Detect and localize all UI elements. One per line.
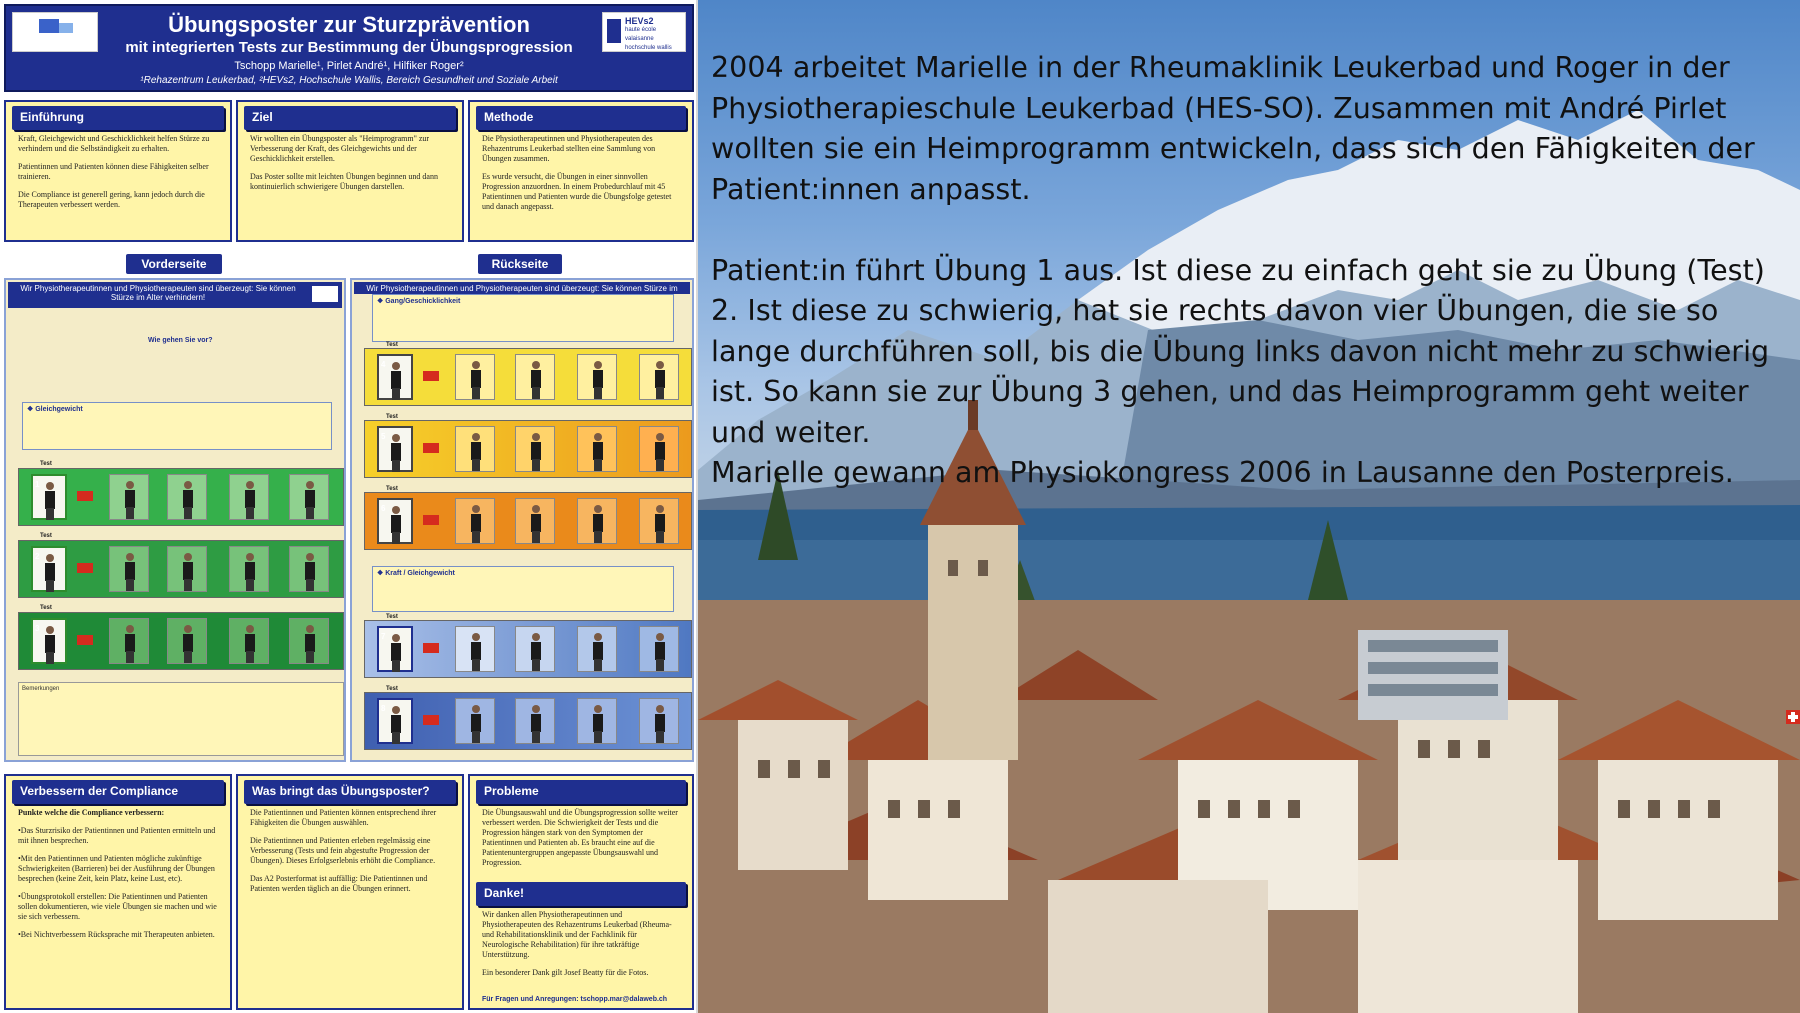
back-panel bbox=[350, 278, 694, 762]
intro-box bbox=[4, 100, 232, 242]
test-label-7: Test bbox=[386, 614, 398, 620]
poster-subtitle: mit integrierten Tests zur Bestimmung der Übungsprogression bbox=[125, 39, 573, 56]
method-text-2: Es wurde versucht, die Übungen in einer sinnvollen Progression anzuordnen. In einem Probedurchlauf mit 45 Patientinnen und Patienten wurde die Übungsfolge getestet und danach angepasst. bbox=[482, 172, 672, 211]
poster-image bbox=[0, 0, 698, 1013]
front-side-label: Vorderseite bbox=[126, 254, 222, 274]
balance-row-2: 2 bbox=[18, 540, 344, 598]
test-label-6: Test bbox=[386, 486, 398, 492]
intro-heading: Einführung bbox=[12, 106, 224, 130]
narrative-paragraph-2: Patient:in führt Übung 1 aus. Ist diese zu einfach geht sie zu Übung (Test) 2. Ist diese zu schwierig, hat sie rechts davon vier Übungen, die sie so lange durchführen soll, bis die Übung links davon nicht mehr zu schwierig ist. So kann sie zur Übung 3 gehen, und das Heimprogramm geht weiter und weiter. bbox=[711, 253, 1770, 449]
front-panel bbox=[4, 278, 346, 762]
benefit-box bbox=[236, 774, 464, 1010]
front-question: Wie gehen Sie vor? bbox=[148, 337, 213, 344]
gait-row-5: 5 bbox=[364, 420, 692, 478]
contact-line: Für Fragen und Anregungen: tschopp.mar@dalaweb.ch bbox=[482, 996, 668, 1003]
goal-text-1: Wir wollten ein Übungsposter als "Heimprogramm" zur Verbesserung der Kraft, des Gleichgewichts und der Geschicklichkeit erstellen. bbox=[250, 134, 430, 163]
rehazentrum-logo bbox=[12, 12, 98, 52]
gait-row-6: 6 bbox=[364, 492, 692, 550]
hevs2-logo: HEVs2 haute école valaisanne hochschule wallis bbox=[602, 12, 686, 52]
gait-box: ❖ Gang/Geschicklichkeit bbox=[372, 294, 674, 342]
problems-text: Die Übungsauswahl und die Übungsprogression sollte weiter verbessert werden. Die Schwierigkeit der Tests und die Progression hängen stark von den Symptomen der Patientinnen und Patienten ab. Es braucht eine auf die Patientenuntergruppen angepasste Übungsauswahl und Progression. bbox=[482, 808, 678, 867]
test-label-2: Test bbox=[40, 533, 52, 539]
strength-box: ❖ Kraft / Gleichgewicht bbox=[372, 566, 674, 612]
test-label-8: Test bbox=[386, 686, 398, 692]
test-label-1: Test bbox=[40, 461, 52, 467]
compliance-bullet-1: •Das Sturzrisiko der Patientinnen und Patienten ermitteln und mit ihnen besprechen. bbox=[18, 826, 216, 845]
problems-heading: Probleme bbox=[476, 780, 686, 804]
gait-row-4: 4 bbox=[364, 348, 692, 406]
compliance-bullet-3: •Übungsprotokoll erstellen: Die Patientinnen und Patienten sollen dokumentieren, wie viele Übungen sie machen und wie sie sich verbessern. bbox=[18, 892, 217, 921]
intro-text-2: Patientinnen und Patienten können diese Fähigkeiten selber trainieren. bbox=[18, 162, 209, 181]
balance-box: ❖ Gleichgewicht bbox=[22, 402, 332, 450]
poster-header bbox=[4, 4, 694, 92]
test-label-4: Test bbox=[386, 342, 398, 348]
test-label-3: Test bbox=[40, 605, 52, 611]
thanks-heading: Danke! bbox=[476, 882, 686, 906]
thanks-text-1: Wir danken allen Physiotherapeutinnen und Physiotherapeuten des Rehazentrums Leukerbad (Rheuma- und Rehabilitationsklinik und der Fachklinik für Neurologische Rehabilitation) für ihre tatkräftige Unterstützung. bbox=[482, 910, 672, 959]
narrative-text bbox=[711, 48, 1791, 494]
goal-text-2: Das Poster sollte mit leichten Übungen beginnen und dann kontinuierlich schwierigere Übungen darstellen. bbox=[250, 172, 438, 191]
method-heading: Methode bbox=[476, 106, 686, 130]
strength-row-7: 7 bbox=[364, 620, 692, 678]
compliance-bullet-2: •Mit den Patientinnen und Patienten mögliche zukünftige Schwierigkeiten (Barrieren) bei der Ausführung der Übungen besprechen (keine Zeit, kein Platz, keine Lust, etc). bbox=[18, 854, 215, 883]
back-panel-head: Wir Physiotherapeutinnen und Physiotherapeuten sind überzeugt: Sie können Stürze im bbox=[354, 282, 690, 294]
goal-box bbox=[236, 100, 464, 242]
compliance-heading: Verbessern der Compliance bbox=[12, 780, 224, 804]
balance-row-1: 1 bbox=[18, 468, 344, 526]
compliance-lead: Punkte welche die Compliance verbessern: bbox=[18, 808, 165, 817]
goal-heading: Ziel bbox=[244, 106, 456, 130]
narrative-paragraph-1: 2004 arbeitet Marielle in der Rheumaklinik Leukerbad und Roger in der Physiotherapieschule Leukerbad (HES-SO). Zusammen mit André Pirlet wollten sie ein Heimprogramm entwickeln, dass sich den Fähigkeiten der Patient:innen anpasst. bbox=[711, 51, 1755, 206]
benefit-text-2: Die Patientinnen und Patienten erleben regelmässig eine Verbesserung (Tests und fein abgestufte Progression der Übungen). Dieses Erfolgserlebnis erhöht die Compliance. bbox=[250, 836, 436, 865]
remarks-label: Bemerkungen bbox=[22, 686, 60, 692]
compliance-box bbox=[4, 774, 232, 1010]
strength-row-8: 8 bbox=[364, 692, 692, 750]
thanks-text-2: Ein besonderer Dank gilt Josef Beatty für die Fotos. bbox=[482, 968, 649, 977]
remarks-box bbox=[18, 682, 344, 756]
narrative-paragraph-3: Marielle gewann am Physiokongress 2006 in Lausanne den Posterpreis. bbox=[711, 456, 1734, 489]
lausanne-photo bbox=[698, 0, 1800, 1013]
benefit-text-1: Die Patientinnen und Patienten können entsprechend ihrer Fähigkeiten die Übungen auswählen. bbox=[250, 808, 437, 827]
method-box bbox=[468, 100, 694, 242]
poster-title: Übungsposter zur Sturzprävention bbox=[168, 12, 530, 37]
balance-row-3: 3 bbox=[18, 612, 344, 670]
benefit-text-3: Das A2 Posterformat ist auffällig: Die Patientinnen und Patienten werden täglich an die Übungen erinnert. bbox=[250, 874, 428, 893]
compliance-bullet-4: •Bei Nichtverbessern Rücksprache mit Therapeuten anbieten. bbox=[18, 930, 215, 939]
problems-box bbox=[468, 774, 694, 1010]
intro-text-3: Die Compliance ist generell gering, kann jedoch durch die Therapeuten verbessert werden. bbox=[18, 190, 205, 209]
test-label-5: Test bbox=[386, 414, 398, 420]
poster-authors: Tschopp Marielle¹, Pirlet André¹, Hilfiker Roger² bbox=[234, 60, 464, 72]
intro-text-1: Kraft, Gleichgewicht und Geschicklichkeit helfen Stürze zu verhindern und die Selbständigkeit zu erhalten. bbox=[18, 134, 210, 153]
poster-affiliation: ¹Rehazentrum Leukerbad, ²HEVs2, Hochschule Wallis, Bereich Gesundheit und Soziale Arbeit bbox=[140, 75, 558, 86]
front-panel-head: Wir Physiotherapeutinnen und Physiotherapeuten sind überzeugt: Sie können Stürze im Alter verhindern! bbox=[8, 282, 342, 308]
back-side-label: Rückseite bbox=[478, 254, 562, 274]
benefit-heading: Was bringt das Übungsposter? bbox=[244, 780, 456, 804]
method-text-1: Die Physiotherapeutinnen und Physiotherapeuten des Rehazentrums Leukerbad stellten eine Sammlung von Übungen zusammen. bbox=[482, 134, 656, 163]
